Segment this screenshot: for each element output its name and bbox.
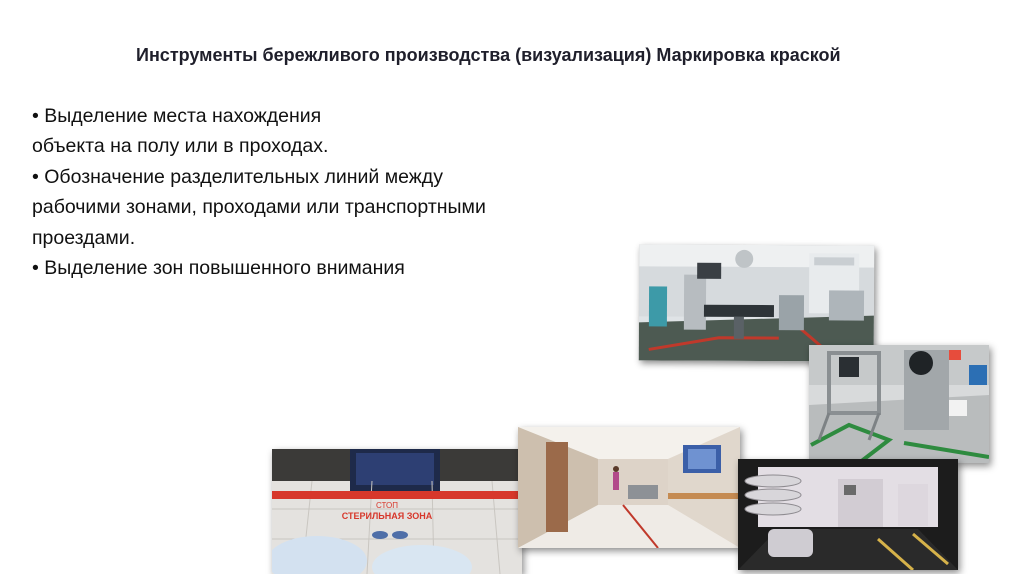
bullet-list	[32, 101, 602, 283]
stop-line-photo	[272, 449, 522, 574]
bullet-line-1: • Выделение места нахождения	[32, 105, 322, 127]
stop-text: СТОП	[375, 501, 399, 510]
corridor-photo	[518, 427, 740, 548]
slide-title: Инструменты бережливого производства (визуализация) Маркировка краской	[136, 45, 841, 65]
bullet-line-2: объекта на полу или в проходах.	[32, 135, 329, 158]
bullet-line-5: проездами.	[32, 226, 136, 249]
scope-storage-photo	[738, 459, 958, 570]
bullet-line-6: • Выделение зон повышенного внимания	[32, 257, 405, 280]
cart-zone-photo	[809, 345, 989, 463]
bullet-line-4: рабочими зонами, проходами или транспортными	[32, 196, 486, 219]
bullet-line-3: • Обозначение разделительных линий между	[32, 165, 443, 188]
sterile-zone-text: СТЕРИЛЬНАЯ ЗОНА	[341, 511, 433, 521]
